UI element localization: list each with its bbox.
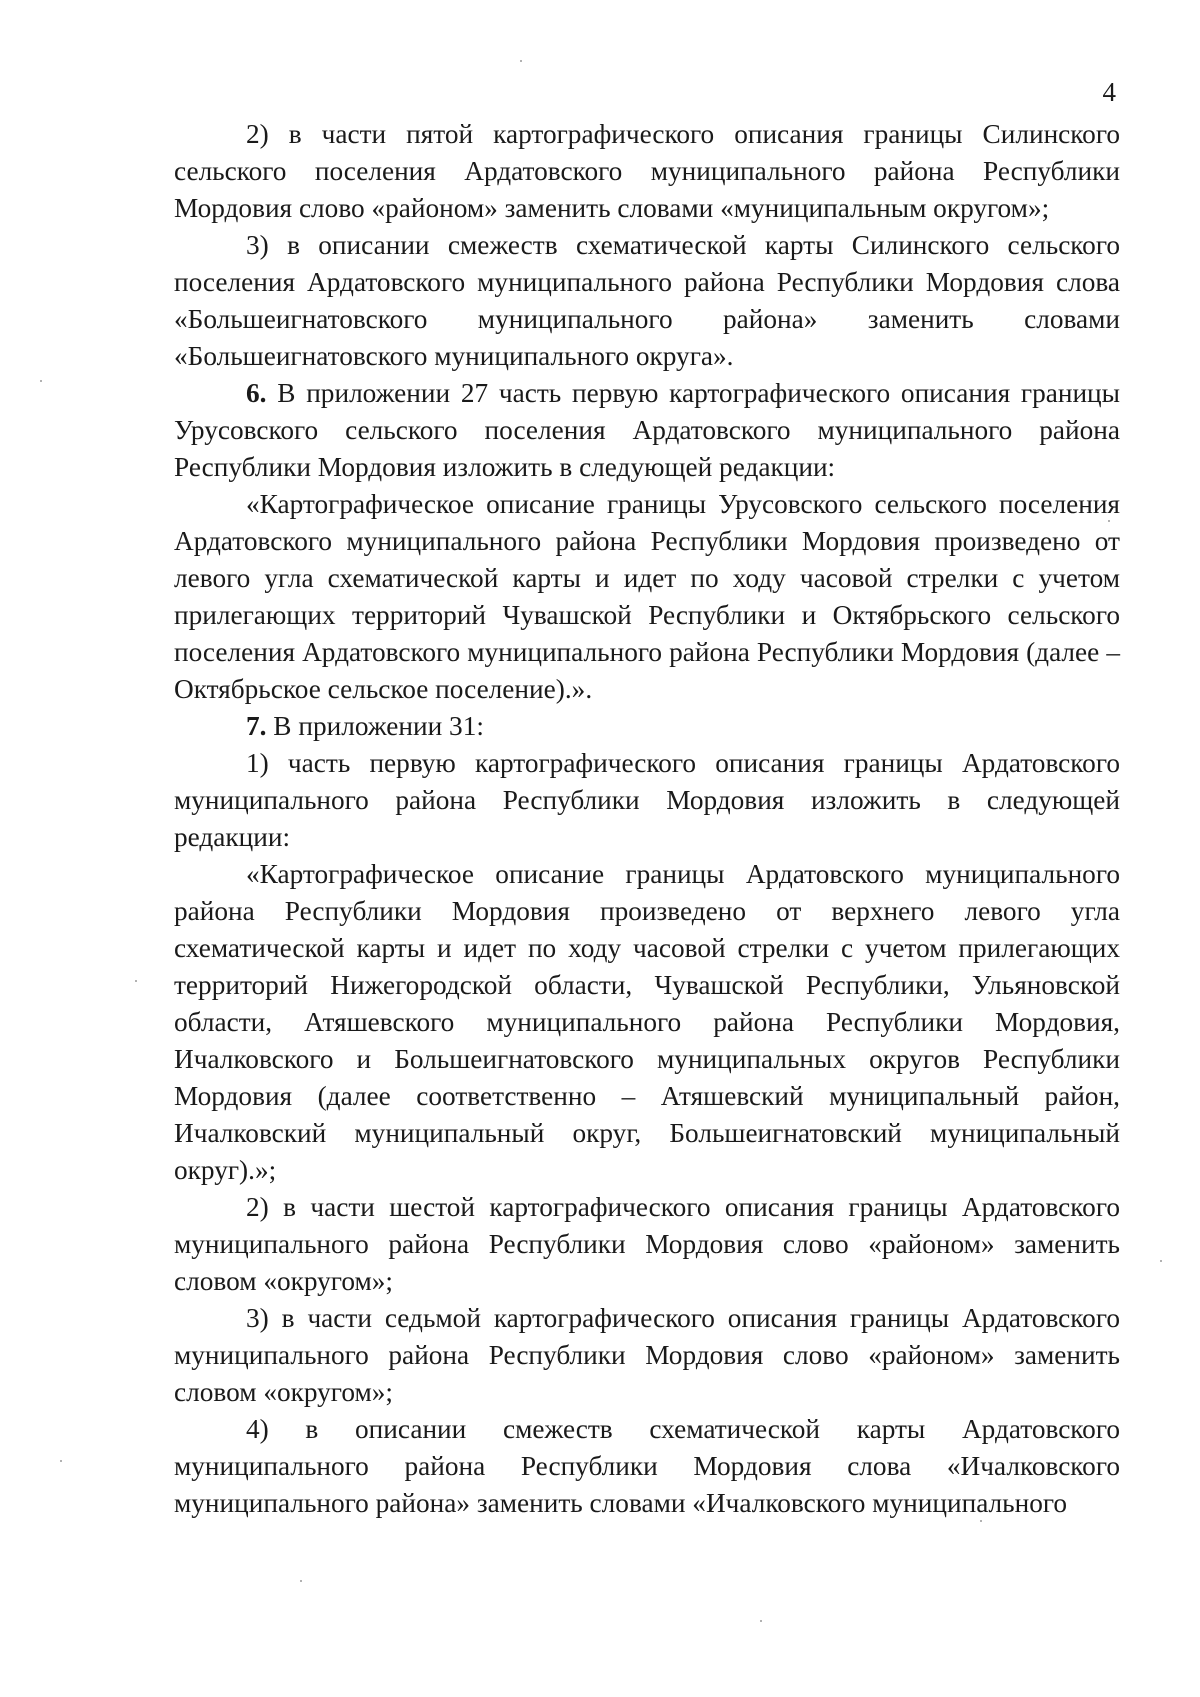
scan-speck <box>60 1460 62 1462</box>
paragraph-text: В приложении 27 часть первую картографического описания границы Урусовского сельского поселения Ардатовского муниципального района Республики Мордовия изложить в следующей редакции: <box>174 378 1120 482</box>
section-number: 6. <box>246 378 267 408</box>
paragraph-item-2: 2) в части пятой картографического описания границы Силинского сельского поселения Ардатовского муниципального района Республики Мордовия слово «районом» заменить словами «муниципальным округом»; <box>174 119 1120 223</box>
page-number: 4 <box>1102 77 1116 107</box>
paragraph-text: В приложении 31: <box>266 711 484 741</box>
paragraph-quote-ardatovsky: «Картографическое описание границы Ардатовского муниципального района Республики Мордовия произведено от верхнего левого угла схематической карты и идет по ходу часовой стрелки с учетом прилегающих территорий Нижегородской области, Чувашской Республики, Ульяновской области, Атяшевского муниципального района Республики Мордовия, Ичалковского и Большеигнатовского муниципальных округов Республики Мордовия (далее соответственно – Атяшевский муниципальный район, Ичалковский муниципальный округ, Большеигнатовский муниципальный округ).»; <box>174 859 1120 1185</box>
scan-speck <box>1160 1260 1162 1262</box>
paragraph-quote-urusovskoe: «Картографическое описание границы Урусовского сельского поселения Ардатовского муниципального района Республики Мордовия произведено от левого угла схематической карты и идет по ходу часовой стрелки с учетом прилегающих территорий Чувашской Республики и Октябрьского сельского поселения Ардатовского муниципального района Республики Мордовия (далее – Октябрьское сельское поселение).». <box>174 489 1120 704</box>
paragraph-item-2b: 2) в части шестой картографического описания границы Ардатовского муниципального района Республики Мордовия слово «районом» заменить словом «округом»; <box>174 1192 1120 1296</box>
paragraph-item-1: 1) часть первую картографического описания границы Ардатовского муниципального района Республики Мордовия изложить в следующей редакции: <box>174 748 1120 852</box>
paragraph-item-3: 3) в описании смежеств схематической карты Силинского сельского поселения Ардатовского муниципального района Республики Мордовия слова «Большеигнатовского муниципального района» заменить словами «Большеигнатовского муниципального округа». <box>174 230 1120 371</box>
paragraph-section-6 <box>174 375 1120 486</box>
paragraph-section-7 <box>174 708 1120 745</box>
scan-speck <box>300 1580 302 1582</box>
scan-speck <box>40 380 42 382</box>
paragraph-item-4: 4) в описании смежеств схематической карты Ардатовского муниципального района Республики Мордовия слова «Ичалковского муниципального района» заменить словами «Ичалковского муниципального <box>174 1414 1120 1518</box>
document-body <box>174 116 1120 1522</box>
section-number: 7. <box>246 711 267 741</box>
scan-speck <box>520 60 522 62</box>
scan-speck <box>1108 520 1110 522</box>
scan-speck <box>760 1620 762 1622</box>
scan-speck <box>980 1520 982 1522</box>
scan-speck <box>135 980 137 982</box>
paragraph-item-3b: 3) в части седьмой картографического описания границы Ардатовского муниципального района Республики Мордовия слово «районом» заменить словом «округом»; <box>174 1303 1120 1407</box>
